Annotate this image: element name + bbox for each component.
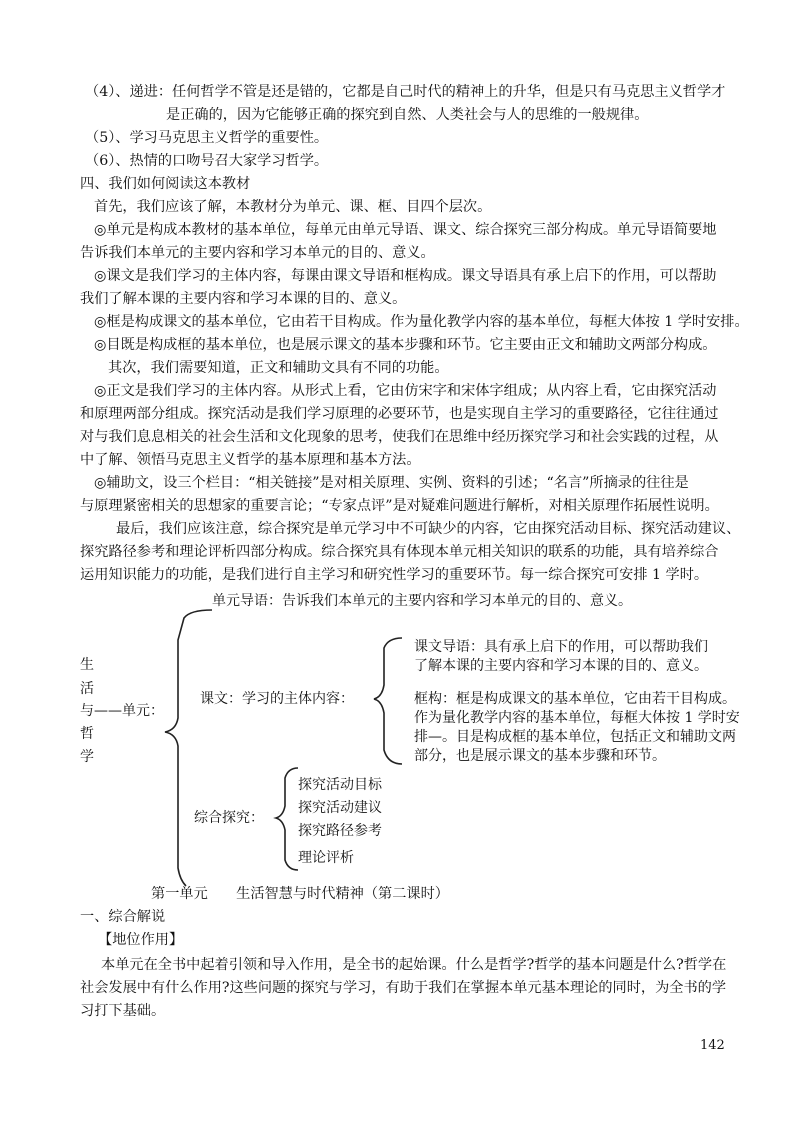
lesson-intro-line: 课文导语：具有承上启下的作用，可以帮助我们	[414, 639, 708, 655]
frame-line: 部分，也是展示课文的基本步骤和环节。	[414, 748, 666, 764]
section-heading: 一、综合解说	[80, 909, 166, 925]
paragraph-line: 探究路径参考和理论评析四部分构成。综合探究具有体现本单元相关知识的联系的功能，具有培养综合	[80, 544, 719, 560]
paragraph-line: （6）、热情的口吻号召大家学习哲学。	[85, 153, 329, 169]
paragraph-line: ◎框是构成课文的基本单位，它由若干目构成。作为量化教学内容的基本单位，每框大体按 1 学时安排。	[94, 314, 749, 330]
root-label-char: 与——单元：	[80, 703, 164, 719]
paragraph-line: ◎单元是构成本教材的基本单位，每单元由单元导语、课文、综合探究三部分构成。单元导语简要地	[94, 222, 717, 238]
comprehensive-bracket	[276, 768, 298, 870]
page-number: 142	[700, 1038, 725, 1053]
frame-line: 作为量化教学内容的基本单位，每框大体按 1 学时安	[414, 710, 740, 726]
paragraph-line: 告诉我们本单元的主要内容和学习本单元的目的、意义。	[80, 245, 435, 261]
lesson-intro-line: 了解本课的主要内容和学习本课的目的、意义。	[414, 658, 708, 674]
root-label-char: 生	[80, 657, 94, 673]
paragraph-line: 最后，我们应该注意，综合探究是单元学习中不可缺少的内容，它由探究活动目标、探究活动建议、	[116, 521, 741, 537]
comprehensive-item: 探究活动建议	[298, 800, 382, 816]
paragraph-line: 与原理紧密相关的思想家的重要言论；“专家点评”是对疑难问题进行解析，对相关原理作拓展性说明。	[80, 498, 719, 514]
frame-line: 框构：框是构成课文的基本单位，它由若干目构成。	[414, 691, 736, 707]
comprehensive-label: 综合探究：	[194, 810, 264, 826]
main-bracket	[165, 610, 212, 886]
frame-line: 排—。目是构成框的基本单位，包括正文和辅助文两	[414, 729, 736, 745]
section-heading: 四、我们如何阅读这本教材	[80, 176, 251, 192]
paragraph-line: 中了解、领悟马克思主义哲学的基本原理和基本方法。	[80, 452, 421, 468]
paragraph-line: （5）、学习马克思主义哲学的重要性。	[85, 130, 329, 146]
subsection-heading: 【地位作用】	[98, 932, 184, 948]
comprehensive-item: 理论评析	[298, 850, 354, 866]
paragraph-line: 习打下基础。	[80, 1003, 166, 1019]
paragraph-line: 我们了解本课的主要内容和学习本课的目的、意义。	[80, 291, 407, 307]
paragraph-line: ◎正文是我们学习的主体内容。从形式上看，它由仿宋字和宋体字组成；从内容上看，它由探究活动	[94, 383, 717, 399]
paragraph-line: 社会发展中有什么作用?这些问题的探究与学习，有助于我们在掌握本单元基本理论的同时，为全书的学	[80, 980, 727, 996]
root-label-char: 活	[80, 681, 94, 697]
root-label-char: 学	[80, 749, 94, 765]
paragraph-line: 是正确的，因为它能够正确的探究到自然、人类社会与人的思维的一般规律。	[166, 107, 649, 123]
paragraph-line: 其次，我们需要知道，正文和辅助文具有不同的功能。	[108, 360, 449, 376]
paragraph-line: 对与我们息息相关的社会生活和文化现象的思考，使我们在思维中经历探究学习和社会实践的过程，从	[80, 429, 719, 445]
unit-lesson-title: 第一单元 生活智慧与时代精神（第二课时）	[151, 886, 449, 902]
paragraph-line: 和原理两部分组成。探究活动是我们学习原理的必要环节，也是实现自主学习的重要路径，它往往通过	[80, 406, 719, 422]
paragraph-line: （4）、递进：任何哲学不管是还是错的，它都是自己时代的精神上的升华，但是只有马克思主义哲学才	[85, 84, 726, 100]
comprehensive-item: 探究活动目标	[298, 777, 382, 793]
paragraph-line: 本单元在全书中起着引领和导入作用，是全书的起始课。什么是哲学?哲学的基本问题是什么?哲学在	[101, 957, 727, 973]
paragraph-line: ◎辅助文，设三个栏目：“相关链接”是对相关原理、实例、资料的引述；“名言”所摘录的往往是	[94, 475, 689, 491]
paragraph-line: 首先，我们应该了解，本教材分为单元、课、框、目四个层次。	[94, 199, 492, 215]
paragraph-line: ◎目既是构成框的基本单位，也是展示课文的基本步骤和环节。它主要由正文和辅助文两部分构成。	[94, 337, 717, 353]
root-label-char: 哲	[80, 726, 94, 742]
paragraph-line: 运用知识能力的功能，是我们进行自主学习和研究性学习的重要环节。每一综合探究可安排 1 学时。	[80, 567, 709, 583]
lesson-label: 课文：学习的主体内容：	[200, 691, 354, 707]
comprehensive-item: 探究路径参考	[298, 823, 382, 839]
lesson-bracket	[374, 638, 402, 764]
paragraph-line: ◎课文是我们学习的主体内容，每课由课文导语和框构成。课文导语具有承上启下的作用，可以帮助	[94, 268, 717, 284]
unit-intro-text: 单元导语：告诉我们本单元的主要内容和学习本单元的目的、意义。	[212, 593, 632, 609]
